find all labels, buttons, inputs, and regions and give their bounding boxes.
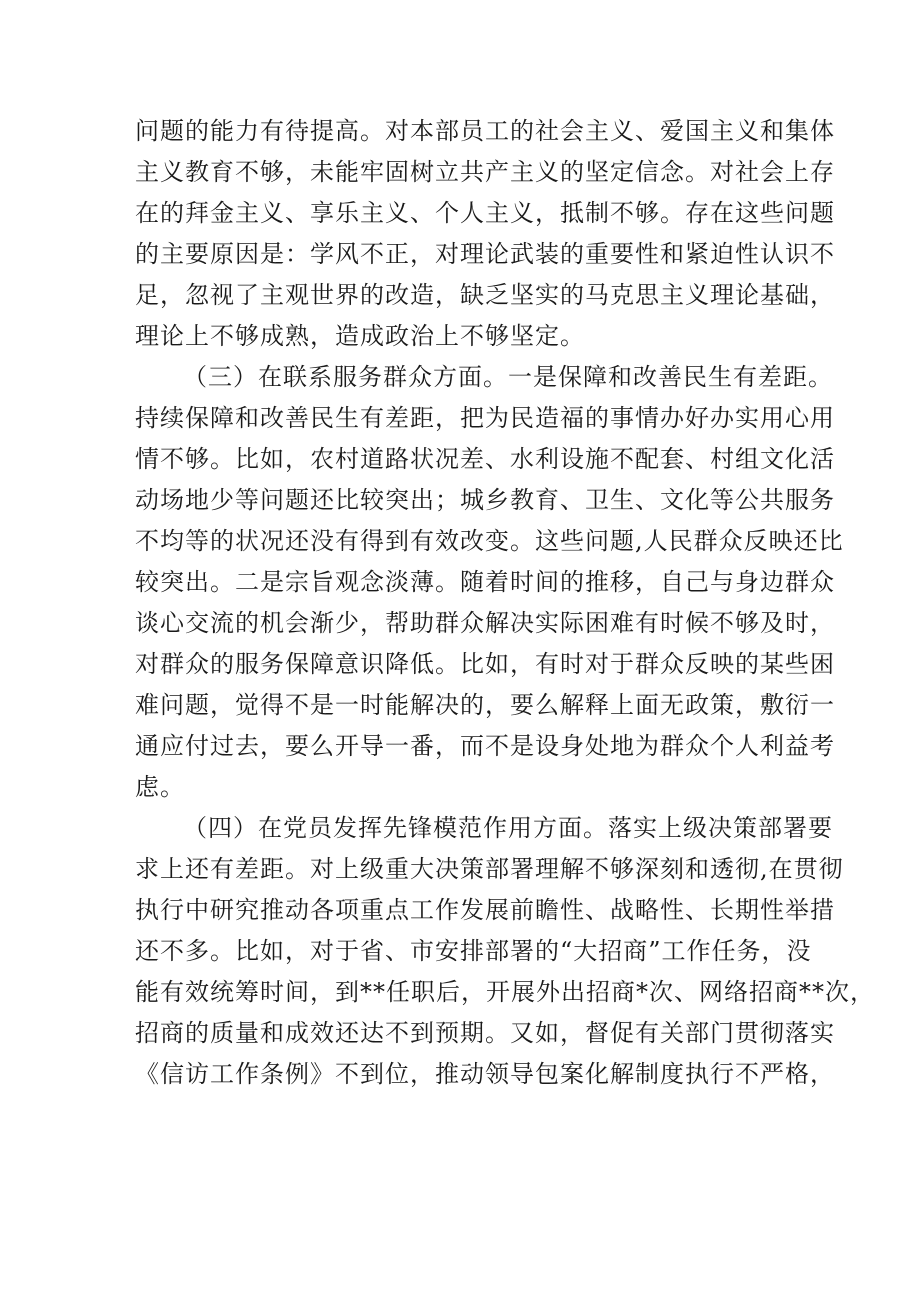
text-line: 难问题，觉得不是一时能解决的，要么解释上面无政策，敷衍一 xyxy=(135,691,835,719)
text-line: 的主要原因是：学风不正，对理论武装的重要性和紧迫性认识不 xyxy=(135,240,835,268)
text-line: 主义教育不够，未能牢固树立共产主义的坚定信念。对社会上存 xyxy=(135,158,835,186)
text-line: 通应付过去，要么开导一番，而不是设身处地为群众个人利益考 xyxy=(135,732,835,760)
text-line: 还不多。比如，对于省、市安排部署的“大招商”工作任务，没 xyxy=(135,937,812,965)
text-line: 对群众的服务保障意识降低。比如，有时对于群众反映的某些困 xyxy=(135,650,835,678)
document-body xyxy=(135,111,875,1095)
text-line: 问题的能力有待提高。对本部员工的社会主义、爱国主义和集体 xyxy=(135,117,835,145)
text-line: 能有效统筹时间，到**任职后，开展外出招商*次、网络招商**次， xyxy=(135,978,875,1006)
text-line: 持续保障和改善民生有差距，把为民造福的事情办好办实用心用 xyxy=(135,404,835,432)
paragraph-end-line: 虑。 xyxy=(135,773,185,801)
text-line: 足，忽视了主观世界的改造，缺乏坚实的马克思主义理论基础， xyxy=(135,281,835,309)
text-line: 《信访工作条例》不到位，推动领导包案化解制度执行不严格， xyxy=(135,1060,835,1088)
text-line: 较突出。二是宗旨观念淡薄。随着时间的推移，自己与身边群众 xyxy=(135,568,835,596)
paragraph-end-line: 理论上不够成熟，造成政治上不够坚定。 xyxy=(135,322,585,350)
text-line: 动场地少等问题还比较突出；城乡教育、卫生、文化等公共服务 xyxy=(135,486,835,514)
text-line: 求上还有差距。对上级重大决策部署理解不够深刻和透彻,在贯彻 xyxy=(135,855,844,883)
text-line: 招商的质量和成效还达不到预期。又如，督促有关部门贯彻落实 xyxy=(135,1019,835,1047)
text-line: 情不够。比如，农村道路状况差、水利设施不配套、村组文化活 xyxy=(135,445,835,473)
text-line: 执行中研究推动各项重点工作发展前瞻性、战略性、长期性举措 xyxy=(135,896,835,924)
text-line: 谈心交流的机会渐少，帮助群众解决实际困难有时候不够及时， xyxy=(135,609,835,637)
section-heading-line: （四）在党员发挥先锋模范作用方面。落实上级决策部署要 xyxy=(183,814,833,842)
text-line: 不均等的状况还没有得到有效改变。这些问题,人民群众反映还比 xyxy=(135,527,844,555)
text-line: 在的拜金主义、享乐主义、个人主义，抵制不够。存在这些问题 xyxy=(135,199,835,227)
section-heading-line: （三）在联系服务群众方面。一是保障和改善民生有差距。 xyxy=(183,363,833,391)
